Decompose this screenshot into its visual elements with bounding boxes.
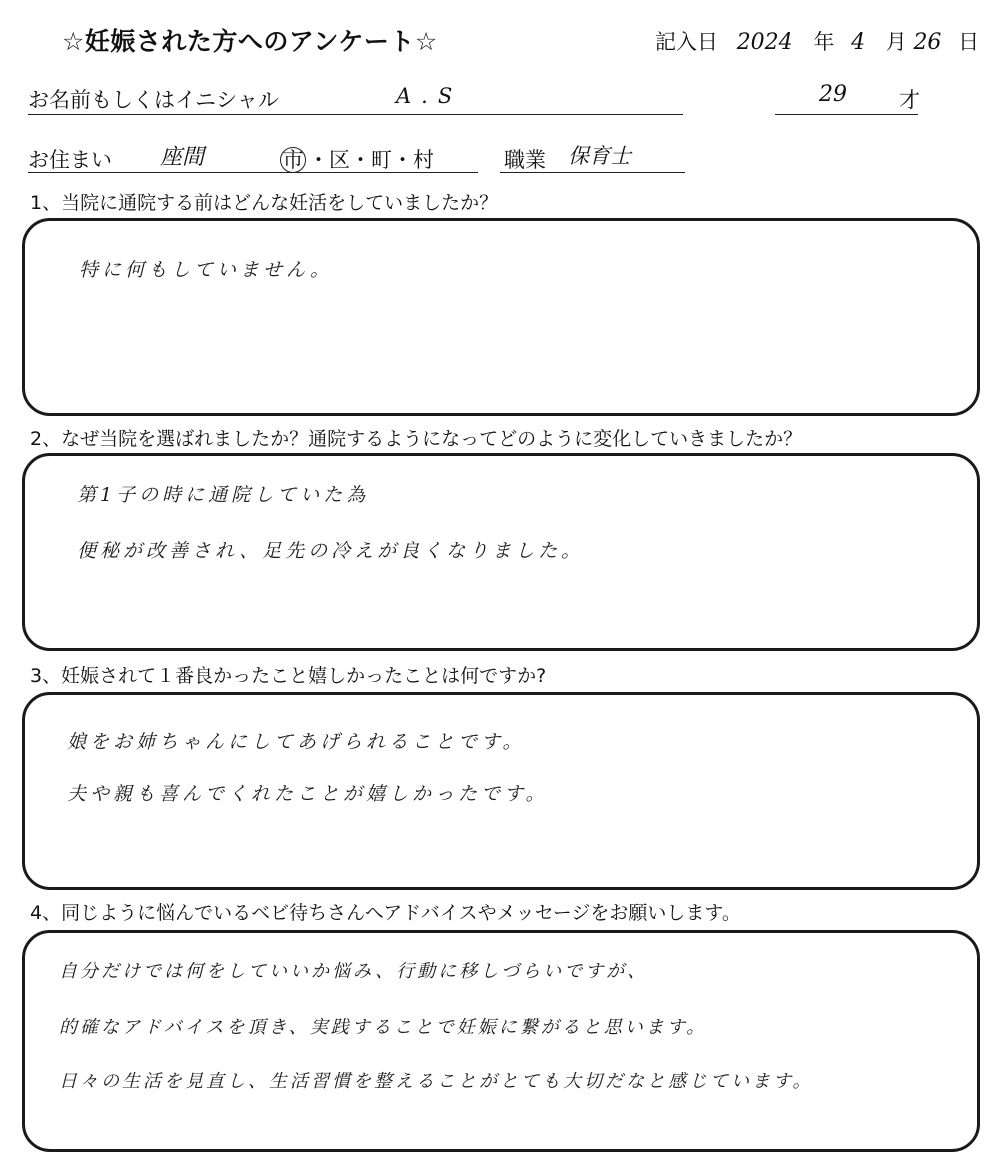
date-month: 4 xyxy=(851,30,866,55)
answer-1-line-1: 特に何もしていません。 xyxy=(79,259,334,281)
answer-4-line-3: 日々の生活を見直し、生活習慣を整えることがとても大切だなと感じています。 xyxy=(59,1071,814,1092)
job-value: 保育士 xyxy=(568,144,631,168)
entry-date xyxy=(655,26,979,56)
age-value: 29 xyxy=(819,82,847,107)
job-label: 職業 xyxy=(504,148,546,172)
question-4: 4、同じように悩んでいるベビ待ちさんへアドバイスやメッセージをお願いします。 xyxy=(30,902,741,924)
answer-box-3 xyxy=(22,692,980,890)
answer-4-line-2: 的確なアドバイスを頂き、実践することで妊娠に繋がると思います。 xyxy=(59,1017,708,1038)
question-3: 3、妊娠されて１番良かったこと嬉しかったことは何ですか? xyxy=(30,665,547,687)
name-label: お名前もしくはイニシャル xyxy=(28,88,279,112)
name-field xyxy=(28,84,683,115)
answer-3-line-1: 娘をお姉ちゃんにしてあげられることです。 xyxy=(67,731,526,753)
address-field xyxy=(28,140,478,173)
municipality-other-options: ・区・町・村 xyxy=(308,148,434,172)
municipality-options xyxy=(280,144,434,174)
year-label: 年 xyxy=(813,30,835,54)
address-label: お住まい xyxy=(28,148,112,172)
month-label: 月 xyxy=(885,30,907,54)
answer-2-line-1: 第1子の時に通院していた為 xyxy=(77,484,370,506)
question-2: 2、なぜ当院を選ばれましたか？通院するようになってどのように変化していきましたか？ xyxy=(30,428,803,450)
answer-3-line-2: 夫や親も喜んでくれたことが嬉しかったです。 xyxy=(67,783,549,805)
city-option-circled: 市 xyxy=(280,147,306,173)
answer-box-1 xyxy=(22,218,980,416)
job-field xyxy=(500,140,685,173)
question-1: 1、当院に通院する前はどんな妊活をしていましたか？ xyxy=(30,192,499,214)
address-value: 座間 xyxy=(160,145,205,170)
answer-2-line-2: 便秘が改善され、足先の冷えが良くなりました。 xyxy=(77,540,585,562)
answer-box-4 xyxy=(22,930,980,1152)
age-field xyxy=(775,84,918,115)
answer-4-line-1: 自分だけでは何をしていいか悩み、行動に移しづらいですが、 xyxy=(59,961,649,982)
date-day: 26 xyxy=(913,30,942,55)
date-year: 2024 xyxy=(736,30,793,55)
age-label: 才 xyxy=(899,88,920,112)
day-label: 日 xyxy=(958,30,980,54)
name-value: A.S xyxy=(396,84,463,108)
survey-title: ☆妊娠された方へのアンケート☆ xyxy=(62,27,438,56)
answer-box-2 xyxy=(22,453,980,651)
date-label: 記入日 xyxy=(655,30,718,54)
